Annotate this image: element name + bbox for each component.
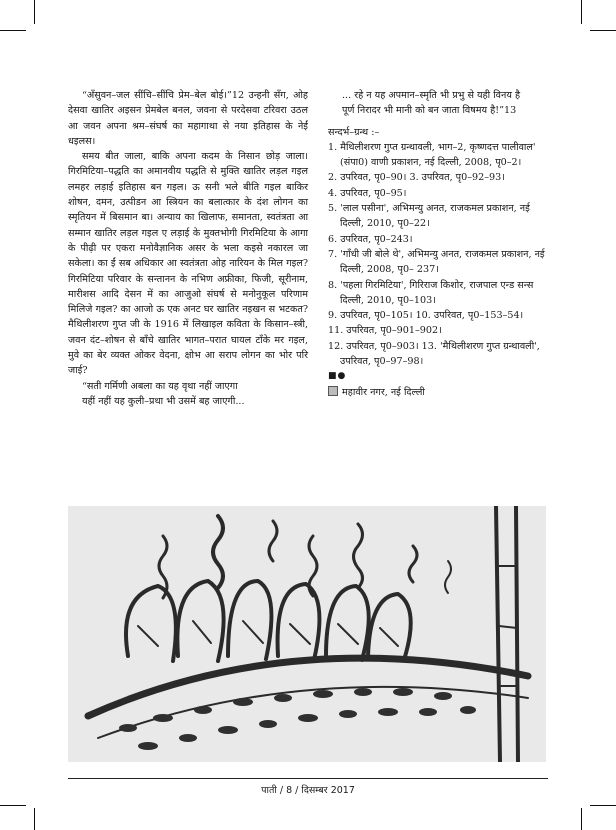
end-ornament: ■● [328,371,347,382]
author-address [328,385,550,400]
reference-item: 6. उपरिवत, पृ0–243। [328,233,413,245]
footer-rule [68,778,548,779]
reference-item: 4. उपरिवत, पृ0–95। [328,187,407,199]
crop-mark-br-v [581,808,582,830]
crop-mark-bl-h [0,805,26,806]
reference-item: 7. 'गाँधी जी बोले थे', अभिमन्यु अनत, राजकमल प्रकाशन, नई दिल्ली, 2008, पृ0– 237। [328,248,545,276]
verse-line-3: ... रहे न यह अपमान–स्मृति भी प्रभु से यही विनय है [342,90,521,101]
verse-line-2: यहीं नहीं यह कुली–प्रथा भी उसमें बह जाएगी... [82,395,245,407]
square-bullet-icon [328,386,338,396]
reference-item: 8. 'पहला गिरमिटिया', गिरिराज किशोर, राजपाल एन्ड सन्स दिल्ली, 2010, पृ0–103। [328,279,534,306]
address-text: महावीर नगर, नई दिल्ली [342,386,425,398]
reference-item: 2. उपरिवत, पृ0–90। 3. उपरिवत, पृ0–92–93। [328,172,505,184]
crop-mark-br-h [590,805,616,806]
sketch-illustration [68,506,546,762]
paragraph-2: समय बीत जाला, बाकि अपना कदम के निसान छोड़ जाला। गिरमिटिया–पद्धति का अमानवीय पद्धति से मुक्ति खातिर लड़ल गइल लमहर लड़ाई इतिहास बन गइल। ऊ सनी भले बीति गइल बाकिर शोषन, दमन, उत्पीडन आ स्त्रियन का बलात्कार के दंश लोगन का स्मृतियन में बिसमान बा। अन्याय का खिलाफ, समानता, स्वतंत्रता आ सम्मान खातिर लड़ल गइल ए लड़ाई के मुक्तभोगी गिरमिटिया के आगा के पीढ़ी पर एकरा मनोवैज्ञानिक असर के भला कइसे नकारल जा सकेला। का ईं सब अधिकार आ स्वतंत्रता ओह नारियन के मिल गइल? गिरमिटिया परिवार के सन्तानन के नभिण अफ्रीका, फिजी, सूरीनाम, मारीशस आदि देसन में का आजुओ संघर्ष से मनोनुकूल परिणाम मिलिजे गइल? का आजो ऊ एक अनट घर खातिर नइखन स भटकत? मैथिलीशरण गुप्त जी के 1916 में लिखाइल कविता के किसान–स्त्री, जवन दंट–शोषन से बाँचे खातिर भागत–परात घायल टाँके मर गइल, मुवे का बेर व्यक्त ओकर वेदना, क्षोभ आ सराप लोगन का भोर परि जाई? [68,151,308,377]
left-column [68,88,308,409]
crop-mark-tr-h [590,30,616,31]
references-heading: सन्दर्भ–ग्रन्थ :– [328,126,380,138]
right-column [328,88,550,400]
verse-line-1: “सती गर्मिणी अबला का यह वृथा नहीं जाएगा [82,380,238,392]
reference-item: 1. मैथिलीशरण गुप्त ग्रन्थावली, भाग–2, कृष्णदत्त पालीवाल' (संपा0) वाणी प्रकाशन, नई दिल्ली, 2008, पृ0–2। [328,141,536,169]
page-footer: पाती / 8 / दिसम्बर 2017 [261,785,355,796]
reference-item: 5. 'लाल पसीना', अभिमन्यु अनत, राजकमल प्रकाशन, नई दिल्ली, 2010, पृ0–22। [328,203,530,230]
reference-item: 11. उपरिवत, पृ0–901–902। [328,325,442,337]
crop-mark-bl-v [34,808,35,830]
reference-item: 9. उपरिवत, पृ0–105। 10. उपरिवत, पृ0–153–54। [328,310,524,322]
paragraph-1: “अँसुवन–जल सींचि–सींचि प्रेम–बेल बोई।”12 उन्हनी सँग, ओह देसवा खातिर अइसन प्रेमबेल बनल, जवना से परदेसवा टरिवरा उठल आ जवन अपना श्रम–संघर्ष का महागाथा से नया इतिहास के नेईं धइलस। [68,90,308,147]
crop-mark-tr-v [581,0,582,24]
crop-mark-tl-v [34,0,35,24]
crop-mark-tl-h [0,30,26,31]
reference-item: 12. उपरिवत, पृ0–903। 13. 'मैथिलीशरण गुप्त ग्रन्थावली', उपरिवत, पृ0–97–98। [328,340,540,368]
verse-line-4: पूर्ण निरादर भी मानी को बन जाता विषमय है!”13 [342,105,517,117]
